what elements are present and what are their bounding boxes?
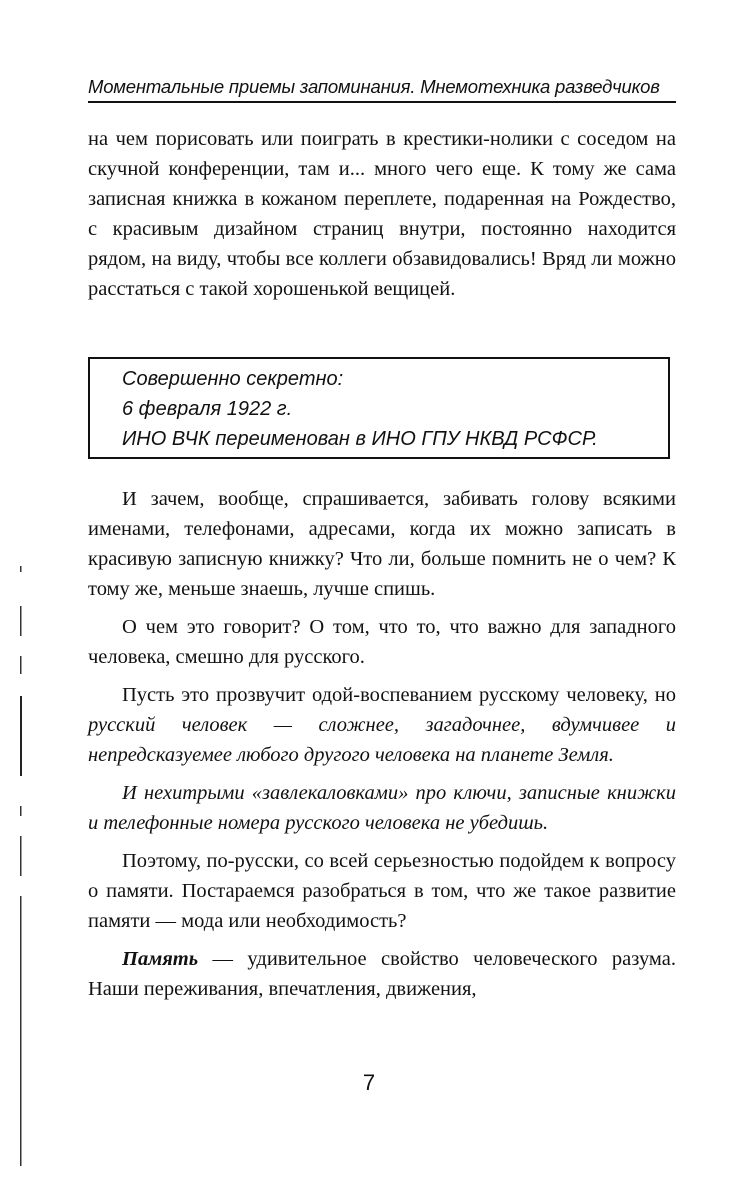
secret-heading: Совершенно секретно: [122, 368, 344, 390]
paragraph-3 [88, 680, 676, 770]
paragraph-5: Поэтому, по-русски, со всей серьезностью подойдем к вопросу о памяти. Постараемся разобраться в том, что же такое развитие памяти — мода или необходимость? [88, 850, 676, 932]
paragraph-3-italic: русский человек — сложнее, загадочнее, вдумчивее и непредсказуемее любого другого человека на планете Земля. [88, 714, 676, 766]
page-number: 7 [362, 1070, 376, 1095]
paragraph-1: И зачем, вообще, спрашивается, забивать голову всякими именами, телефонами, адресами, когда их можно записать в красивую записную книжку? Что ли, больше помнить не о чем? К тому же, меньше знаешь, лучше спишь. [88, 488, 676, 600]
header-rule [88, 101, 676, 103]
secret-fact: ИНО ВЧК переименован в ИНО ГПУ НКВД РСФСР. [122, 428, 598, 450]
top-secret-box [88, 357, 670, 459]
paragraph-4: И нехитрыми «завлекаловками» про ключи, записные книжки и телефонные номера русского человека не убедишь. [88, 782, 676, 834]
memory-term: Память [122, 948, 199, 970]
secret-date: 6 февраля 1922 г. [122, 398, 293, 420]
running-header: Моментальные приемы запоминания. Мнемотехника разведчиков [88, 76, 660, 97]
paragraph-6 [88, 944, 676, 1004]
paragraph-3-start: Пусть это прозвучит одой-воспеванием русскому человеку, но [122, 684, 676, 706]
intro-paragraph-block [88, 124, 676, 304]
intro-paragraph: на чем порисовать или поиграть в крестики-нолики с соседом на скучной конференции, там и... много чего еще. К тому же сама записная книжка в кожаном переплете, подаренная на Рождество, с красивым дизайном страниц внутри, постоянно находится рядом, на виду, чтобы все коллеги обзавидовались! Вряд ли можно расстаться с такой хорошенькой вещицей. [88, 128, 676, 300]
scan-margin-artifact [20, 566, 22, 1166]
body-text [88, 484, 676, 1012]
paragraph-2: О чем это говорит? О том, что то, что важно для западного человека, смешно для русского. [88, 616, 676, 668]
paragraph-6-rest: — удивительное свойство человеческого разума. Наши переживания, впечатления, движения, [88, 948, 676, 1000]
